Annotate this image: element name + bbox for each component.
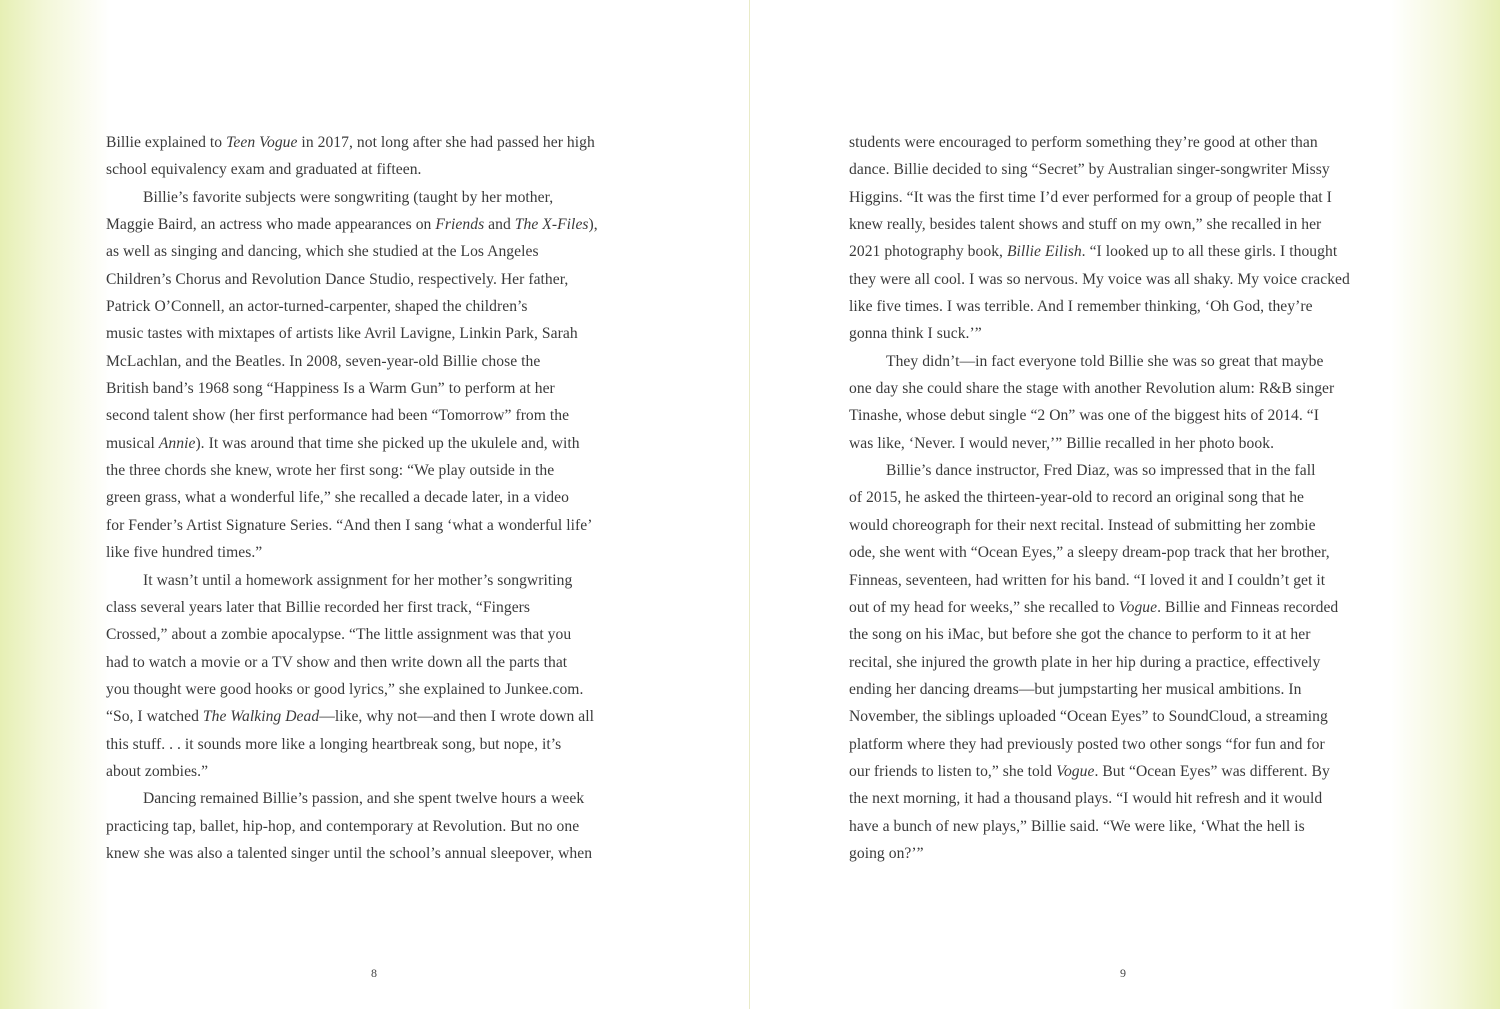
text-line: Higgins. “It was the first time I’d ever performed for a group of people that I — [849, 188, 1332, 206]
italic-title: Vogue — [1118, 598, 1158, 616]
paragraph — [106, 567, 666, 786]
book-gutter — [749, 0, 750, 1009]
text-line: It wasn’t until a homework assignment for her mother’s songwriting — [143, 571, 573, 589]
page-number-right: 9 — [1120, 966, 1126, 980]
text-line: knew she was also a talented singer until the school’s annual sleepover, when — [106, 844, 593, 862]
italic-title: Annie — [158, 434, 196, 452]
italic-title: The X-Files — [514, 216, 589, 234]
text-line: recital, she injured the growth plate in her hip during a practice, effectively — [849, 653, 1321, 671]
text-line: November, the siblings uploaded “Ocean Eyes” to SoundCloud, a streaming — [849, 708, 1328, 726]
text-line: knew really, besides talent shows and stuff on my own,” she recalled in her — [849, 216, 1322, 234]
text-line: was like, ‘Never. I would never,’” Billie recalled in her photo book. — [849, 434, 1275, 452]
text-line: would choreograph for their next recital. Instead of submitting her zombie — [849, 516, 1316, 534]
text-line: about zombies.” — [106, 762, 209, 780]
text-line: platform where they had previously posted two other songs “for fun and for — [849, 735, 1325, 753]
text-line: the song on his iMac, but before she got the chance to perform to it at her — [849, 626, 1311, 644]
italic-title: Teen Vogue — [226, 134, 298, 151]
text-line: McLachlan, and the Beatles. In 2008, seven-year-old Billie chose the — [106, 352, 541, 370]
text-line: dance. Billie decided to sing “Secret” by Australian singer-songwriter Missy — [849, 161, 1330, 179]
text-line: Dancing remained Billie’s passion, and she spent twelve hours a week — [143, 790, 585, 808]
text-line: had to watch a movie or a TV show and then write down all the parts that — [106, 653, 568, 671]
text-line: for Fender’s Artist Signature Series. “And then I sang ‘what a wonderful life’ — [106, 516, 593, 534]
text-line: our friends to listen to,” she told Vogue. But “Ocean Eyes” was different. By — [849, 762, 1330, 780]
text-line: of 2015, he asked the thirteen-year-old to record an original song that he — [849, 489, 1305, 507]
page-edge-left — [0, 0, 110, 1009]
text-line: Children’s Chorus and Revolution Dance Studio, respectively. Her father, — [106, 270, 569, 288]
text-line: as well as singing and dancing, which she studied at the Los Angeles — [106, 243, 539, 261]
text-line: second talent show (her first performance had been “Tomorrow” from the — [106, 407, 570, 425]
page-number-left: 8 — [371, 966, 377, 980]
italic-title: Friends — [435, 216, 485, 234]
text-line: the three chords she knew, wrote her first song: “We play outside in the — [106, 462, 555, 480]
paragraph — [849, 457, 1409, 867]
text-line: ending her dancing dreams—but jumpstarting her musical ambitions. In — [849, 680, 1302, 698]
text-line: going on?’” — [849, 844, 924, 862]
text-line: you thought were good hooks or good lyrics,” she explained to Junkee.com. — [106, 680, 584, 698]
text-line: Finneas, seventeen, had written for his band. “I loved it and I couldn’t get it — [849, 571, 1326, 589]
text-line: school equivalency exam and graduated at fifteen. — [106, 161, 422, 179]
left-page-text — [106, 129, 666, 867]
paragraph — [106, 785, 666, 867]
text-line: ode, she went with “Ocean Eyes,” a sleepy dream-pop track that her brother, — [849, 544, 1330, 562]
text-line: musical Annie). It was around that time she picked up the ukulele and, with — [106, 434, 580, 452]
paragraph — [106, 129, 666, 184]
paragraph — [106, 184, 666, 567]
text-line: green grass, what a wonderful life,” she recalled a decade later, in a video — [106, 489, 569, 507]
text-line: Billie explained to Teen Vogue in 2017, not long after she had passed her high — [106, 134, 595, 151]
text-line: the next morning, it had a thousand plays. “I would hit refresh and it would — [849, 790, 1323, 808]
text-line: 2021 photography book, Billie Eilish. “I looked up to all these girls. I thought — [849, 243, 1338, 261]
text-line: British band’s 1968 song “Happiness Is a Warm Gun” to perform at her — [106, 380, 555, 398]
text-line: class several years later that Billie recorded her first track, “Fingers — [106, 598, 531, 616]
text-line: students were encouraged to perform something they’re good at other than — [849, 134, 1318, 151]
text-line: gonna think I suck.’” — [849, 325, 982, 343]
italic-title: The Walking Dead — [202, 708, 320, 726]
text-line: like five times. I was terrible. And I remember thinking, ‘Oh God, they’re — [849, 298, 1313, 316]
italic-title: Billie Eilish — [1006, 243, 1082, 261]
text-line: like five hundred times.” — [106, 544, 263, 562]
text-line: Billie’s dance instructor, Fred Diaz, was so impressed that in the fall — [886, 462, 1316, 480]
text-line: They didn’t—in fact everyone told Billie she was so great that maybe — [886, 352, 1324, 370]
right-page-text — [849, 129, 1409, 867]
paragraph — [849, 348, 1409, 457]
text-line: Tinashe, whose debut single “2 On” was one of the biggest hits of 2014. “I — [849, 407, 1319, 425]
text-line: have a bunch of new plays,” Billie said. “We were like, ‘What the hell is — [849, 817, 1305, 835]
text-line: “So, I watched The Walking Dead—like, why not—and then I wrote down all — [106, 708, 595, 726]
text-line: Maggie Baird, an actress who made appearances on Friends and The X-Files), — [106, 216, 598, 234]
text-line: Patrick O’Connell, an actor-turned-carpenter, shaped the children’s — [106, 298, 528, 316]
text-line: they were all cool. I was so nervous. My voice was all shaky. My voice cracked — [849, 270, 1350, 288]
italic-title: Vogue — [1056, 762, 1095, 780]
text-line: practicing tap, ballet, hip-hop, and contemporary at Revolution. But no one — [106, 817, 580, 835]
text-line: Billie’s favorite subjects were songwriting (taught by her mother, — [143, 188, 554, 206]
text-line: this stuff. . . it sounds more like a longing heartbreak song, but nope, it’s — [106, 735, 562, 753]
paragraph — [849, 129, 1409, 348]
text-line: Crossed,” about a zombie apocalypse. “The little assignment was that you — [106, 626, 572, 644]
text-line: music tastes with mixtapes of artists like Avril Lavigne, Linkin Park, Sarah — [106, 325, 578, 343]
text-line: out of my head for weeks,” she recalled to Vogue. Billie and Finneas recorded — [849, 598, 1339, 616]
text-line: one day she could share the stage with another Revolution alum: R&B singer — [849, 380, 1335, 398]
